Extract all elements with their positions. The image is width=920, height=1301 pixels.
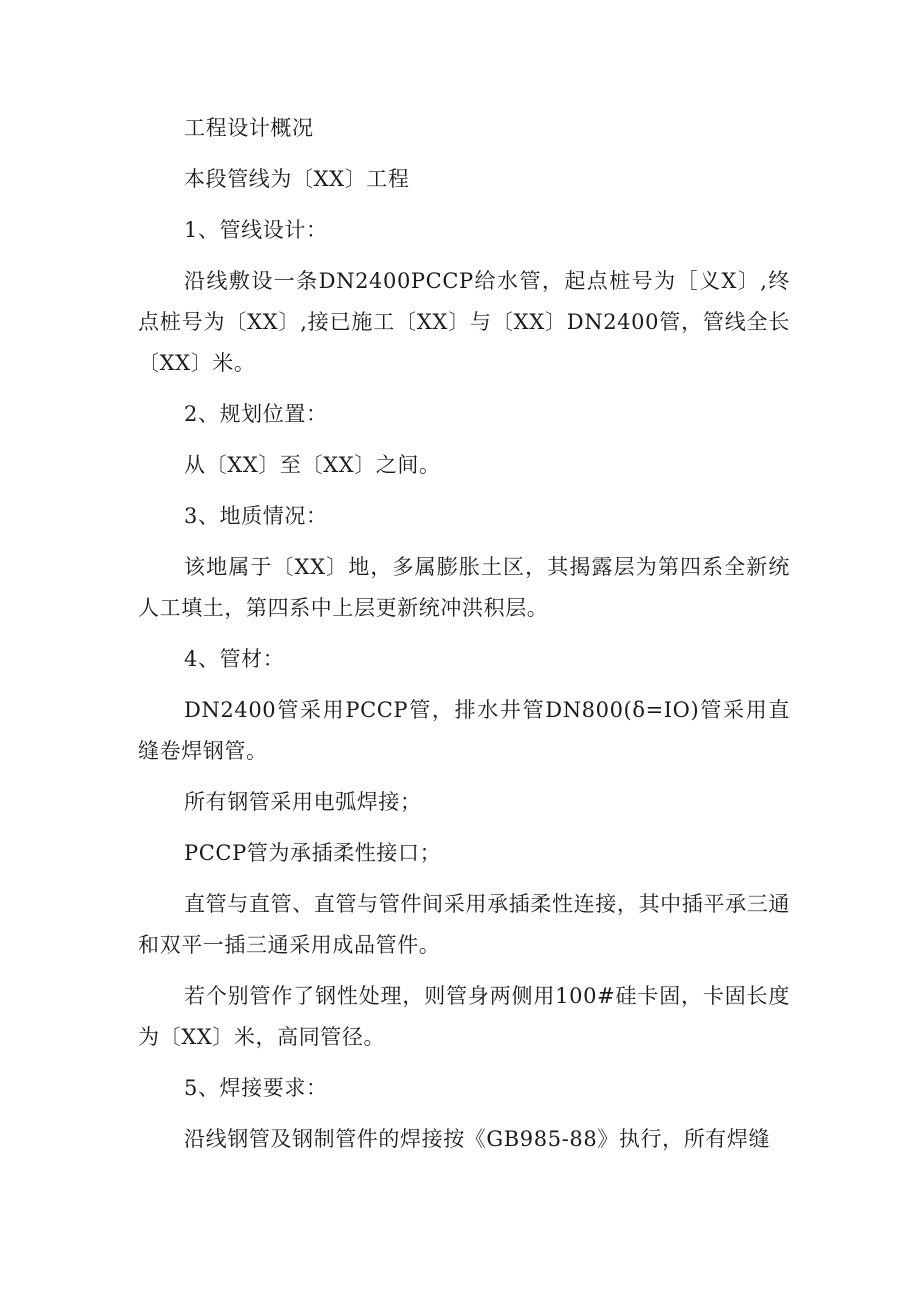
heading-pipeline-design: 1、管线设计： [184,218,328,242]
section-title: 工程设计概况 [184,116,314,140]
steel-welding-text: 所有钢管采用电弧焊接； [184,790,422,814]
pipeline-design-text: 沿线敷设一条DN2400PCCP给水管，起点桩号为［义X〕,终点桩号为〔XX〕,接已施工〔XX〕与〔XX〕DN2400管，管线全长〔XX〕米。 [138,269,790,375]
pipe-connection-text: 直管与直管、直管与管件间采用承插柔性连接，其中插平承三通和双平一插三通采用成品管件。 [138,892,790,957]
rigid-treatment-text: 若个别管作了钢性处理，则管身两侧用100#硅卡固，卡固长度为〔XX〕米，高同管径。 [138,984,790,1049]
geology-text: 该地属于〔XX〕地，多属膨胀土区，其揭露层为第四系全新统人工填土，第四系中上层更新统冲洪积层。 [138,555,790,620]
heading-planning-location: 2、规划位置： [184,402,328,426]
pccp-joint-text: PCCP管为承插柔性接口； [184,841,442,865]
welding-requirements-text: 沿线钢管及钢制管件的焊接按《GB985-88》执行，所有焊缝 [184,1127,771,1151]
pipe-material-text: DN2400管采用PCCP管，排水井管DN800(δ=IO)管采用直缝卷焊钢管。 [138,698,790,763]
planning-location-text: 从〔XX〕至〔XX〕之间。 [184,453,441,477]
project-intro: 本段管线为〔XX〕工程 [184,167,410,191]
document-body [138,108,790,1170]
heading-geology: 3、地质情况： [184,504,328,528]
heading-pipe-material: 4、管材： [184,647,285,671]
heading-welding-requirements: 5、焊接要求： [184,1076,328,1100]
